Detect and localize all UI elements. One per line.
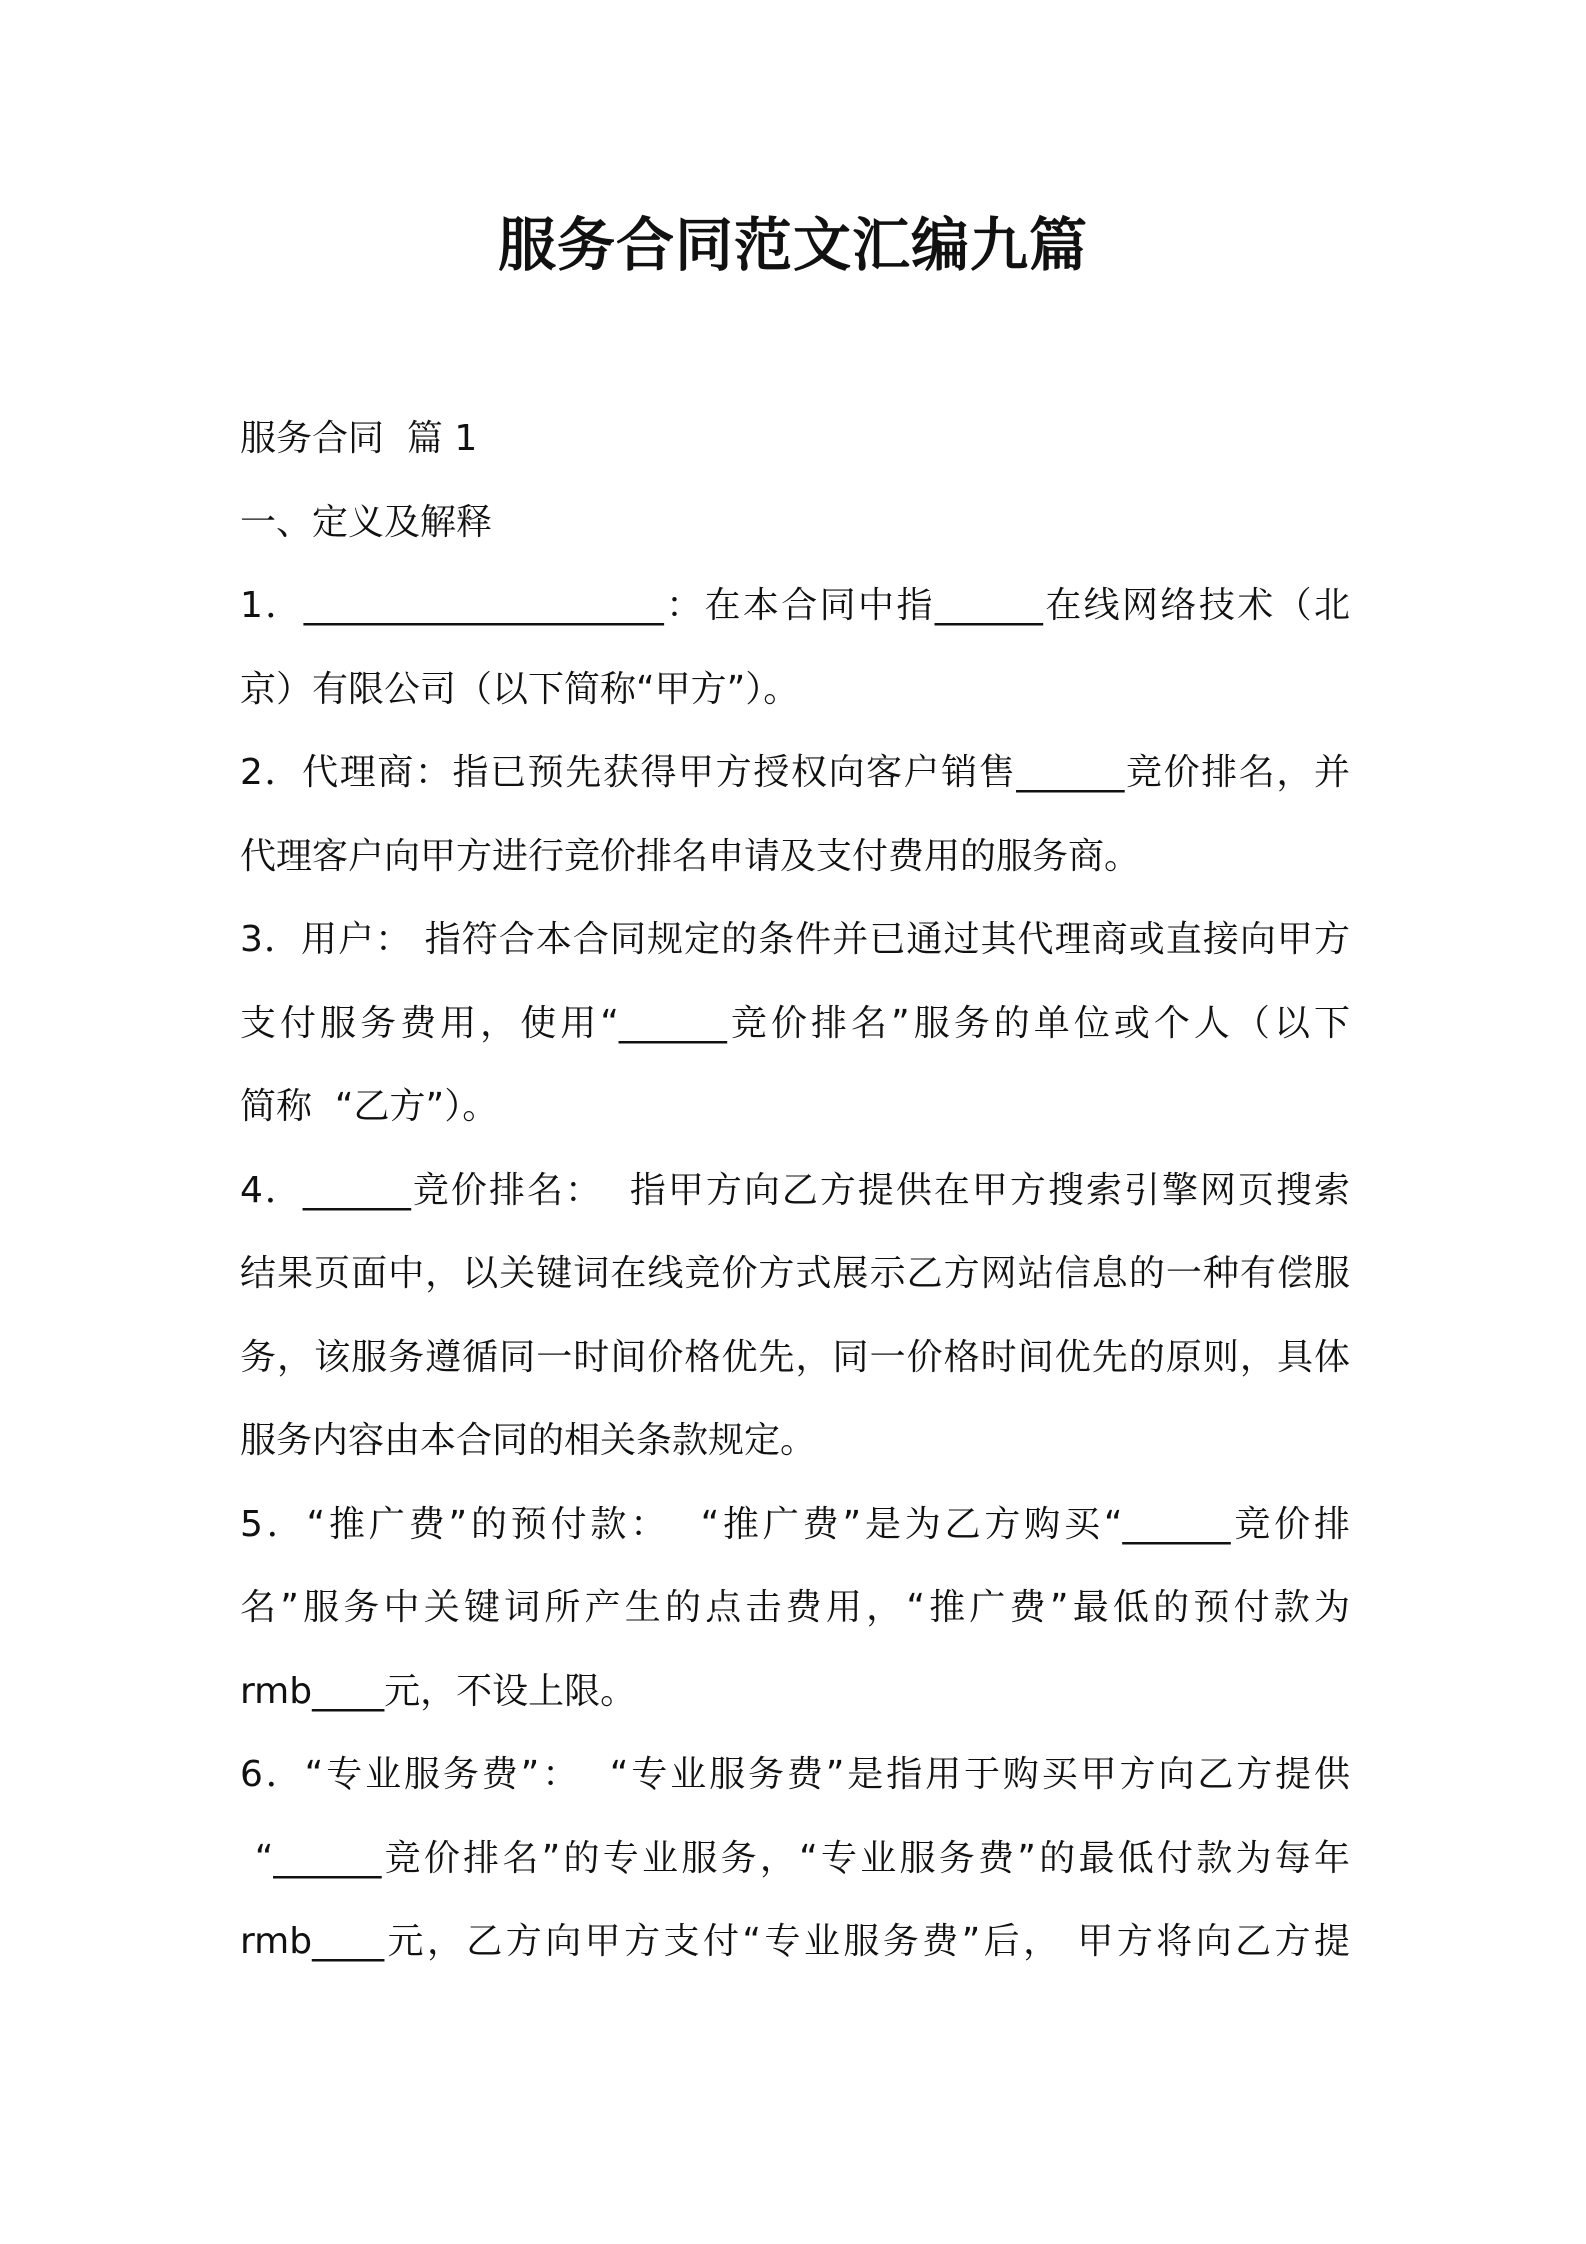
paragraph-line: 6．“专业服务费”： “专业服务费”是指用于购买甲方向乙方提供 <box>240 1754 1350 1795</box>
paragraph-line: 结果页面中，以关键词在线竞价方式展示乙方网站信息的一种有偿服 <box>240 1253 1350 1294</box>
paragraph-line: 京）有限公司（以下简称“甲方”）。 <box>240 668 800 710</box>
paragraph-line: 代理客户向甲方进行竞价排名申请及支付费用的服务商。 <box>240 835 1141 877</box>
paragraph-line: 5．“推广费”的预付款： “推广费”是为乙方购买“______竞价排 <box>240 1503 1350 1545</box>
document-body <box>240 397 1350 1984</box>
paragraph-line: 1．____________________：在本合同中指______在线网络技术（北 <box>240 585 1350 626</box>
paragraph-line: 服务内容由本合同的相关条款规定。 <box>240 1420 817 1461</box>
paragraph-line: 简称 “乙方”）。 <box>240 1086 499 1127</box>
clause-heading: 一、定义及解释 <box>240 501 493 543</box>
paragraph-line: 名”服务中关键词所产生的点击费用，“推广费”最低的预付款为 <box>240 1587 1350 1628</box>
document-title: 服务合同范文汇编九篇 <box>497 211 1088 279</box>
paragraph-line: 4．______竞价排名： 指甲方向乙方提供在甲方搜索引擎网页搜索 <box>240 1169 1350 1211</box>
paragraph-line: rmb____元，不设上限。 <box>240 1670 637 1712</box>
paragraph-line: 3．用户： 指符合本合同规定的条件并已通过其代理商或直接向甲方 <box>240 919 1350 960</box>
paragraph-line: 支付服务费用，使用“______竞价排名”服务的单位或个人（以下 <box>240 1002 1350 1044</box>
section-heading: 服务合同 篇 1 <box>240 418 478 459</box>
paragraph-line: 务，该服务遵循同一时间价格优先，同一价格时间优先的原则，具体 <box>240 1336 1350 1378</box>
paragraph-line: “______竞价排名”的专业服务，“专业服务费”的最低付款为每年 <box>240 1837 1350 1879</box>
paragraph-line: rmb____元，乙方向甲方支付“专业服务费”后， 甲方将向乙方提 <box>240 1921 1350 1962</box>
paragraph-line: 2．代理商：指已预先获得甲方授权向客户销售______竞价排名，并 <box>240 752 1350 793</box>
